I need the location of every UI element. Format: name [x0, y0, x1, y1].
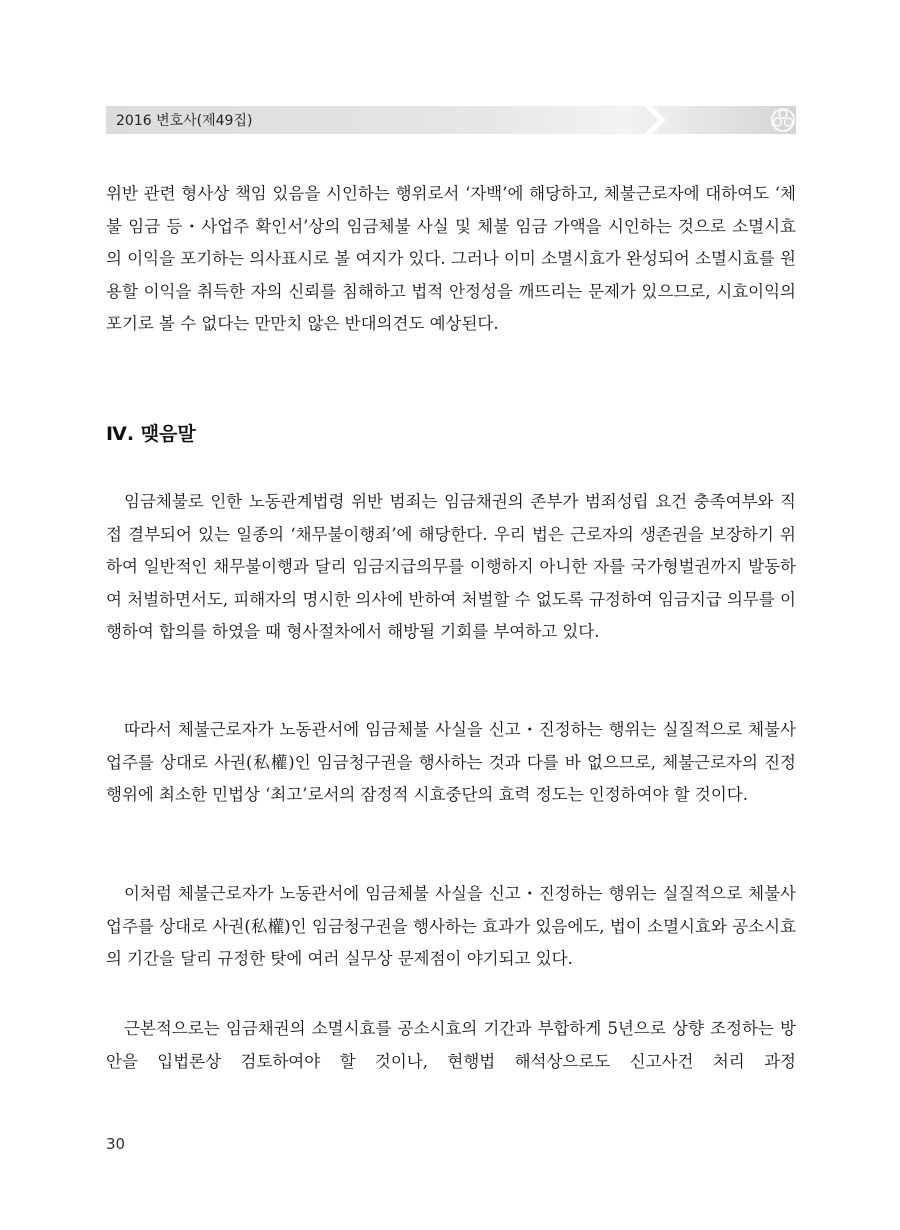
running-header-title: 2016 변호사(제49집): [116, 113, 253, 129]
paragraph-3: [106, 714, 796, 812]
paragraph-4-text: 이처럼 체불근로자가 노동관서에 임금체불 사실을 신고・진정하는 행위는 실질적으로 체불사업주를 상대로 사권(私權)인 임금청구권을 행사하는 효과가 있음에도, 법이 소멸시효와 공소시효의 기간을 달리 규정한 탓에 여러 실무상 문제점이 야기되고 있다.: [106, 884, 796, 968]
flower-emblem-icon: [770, 107, 796, 133]
running-header: [106, 106, 796, 134]
paragraph-2: [106, 486, 796, 649]
paragraph-2-text: 임금체불로 인한 노동관계법령 위반 범죄는 임금채권의 존부가 범죄성립 요건 충족여부와 직접 결부되어 있는 일종의 ‘채무불이행죄’에 해당한다. 우리 법은 근로자의 생존권을 보장하기 위하여 일반적인 채무불이행과 달리 임금지급의무를 이행하지 아니한 자를 국가형벌권까지 발동하여 처벌하면서도, 피해자의 명시한 의사에 반하여 처벌할 수 없도록 규정하여 임금지급 의무를 이행하여 합의를 하였을 때 형사절차에서 해방될 기회를 부여하고 있다.: [106, 492, 796, 641]
paragraph-1: [106, 178, 796, 341]
paragraph-5-text: 근본적으로는 임금채권의 소멸시효를 공소시효의 기간과 부합하게 5년으로 상향 조정하는 방안을 입법론상 검토하여야 할 것이나, 현행법 해석상으로도 신고사건 처리 과정: [106, 1019, 796, 1071]
paragraph-3-text: 따라서 체불근로자가 노동관서에 임금체불 사실을 신고・진정하는 행위는 실질적으로 체불사업주를 상대로 사권(私權)인 임금청구권을 행사하는 것과 다를 바 없으므로, 체불근로자의 진정행위에 최소한 민법상 ‘최고’로서의 잠정적 시효중단의 효력 정도는 인정하여야 할 것이다.: [106, 720, 796, 804]
page-number: 30: [106, 1135, 126, 1153]
paragraph-5: [106, 1013, 796, 1078]
paragraph-4: [106, 878, 796, 976]
chevron-right-icon: [644, 106, 666, 134]
paragraph-1-text: 위반 관련 형사상 책임 있음을 시인하는 행위로서 ‘자백’에 해당하고, 체불근로자에 대하여도 ‘체불 임금 등・사업주 확인서’상의 임금체불 사실 및 체불 임금 가액을 시인하는 것으로 소멸시효의 이익을 포기하는 의사표시로 볼 여지가 있다. 그러나 이미 소멸시효가 완성되어 소멸시효를 원용할 이익을 취득한 자의 신뢰를 침해하고 법적 안정성을 깨뜨리는 문제가 있으므로, 시효이익의 포기로 볼 수 없다는 만만치 않은 반대의견도 예상된다.: [106, 184, 796, 333]
section-heading: Ⅳ. 맺음말: [106, 423, 196, 445]
